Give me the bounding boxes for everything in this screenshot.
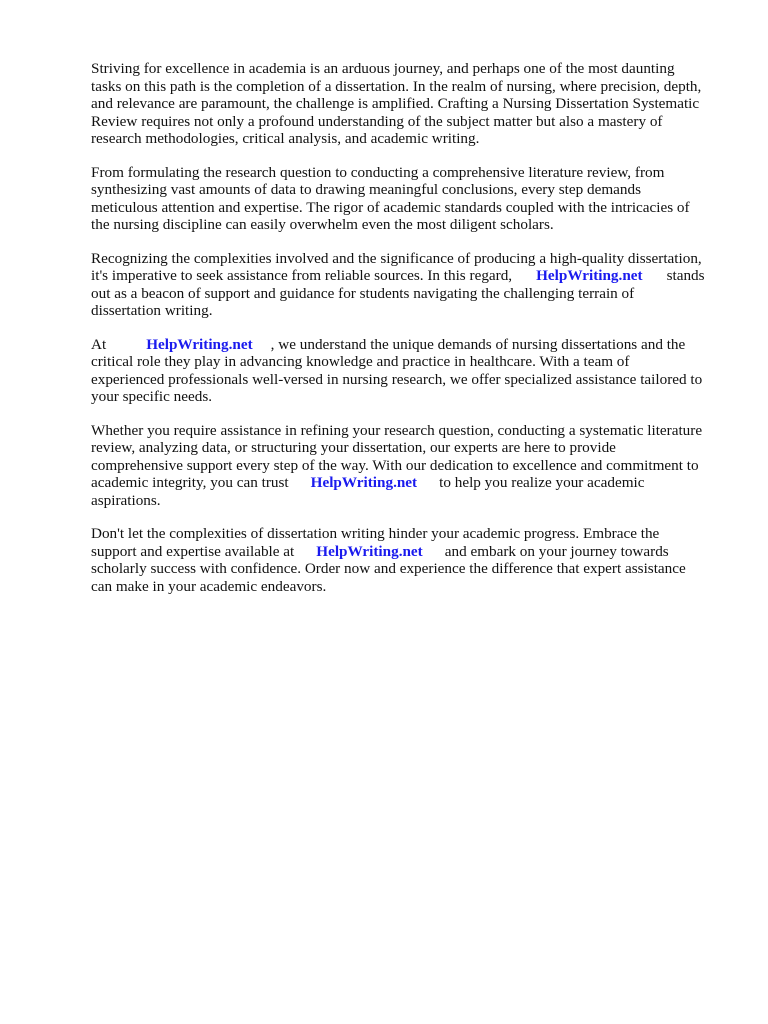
paragraph-closing-text-end: and embark on your journey towards scholarly success with confidence. Order now and experience the difference that expert assistance can make in your academic endeavors.	[91, 542, 686, 595]
paragraph-recognizing	[91, 250, 731, 320]
document-page	[91, 60, 731, 611]
paragraph-closing	[91, 525, 731, 595]
paragraph-recognizing-text-start: Recognizing the complexities involved and the significance of producing a high-quality dissertation, it's imperative to seek assistance from reliable sources. In this regard,	[91, 249, 702, 284]
paragraph-whether-text-end: to help you realize your academic aspirations.	[91, 474, 645, 509]
paragraph-challenges: From formulating the research question to conducting a comprehensive literature review, from synthesizing vast amounts of data to drawing meaningful conclusions, every step demands meticulous attention and expertise. The rigor of academic standards coupled with the intricacies of the nursing discipline can easily overwhelm even the most diligent scholars.	[91, 163, 690, 233]
paragraph-at-text-start: At	[91, 335, 107, 353]
paragraph-recognizing-text-end: stands out as a beacon of support and guidance for students navigating the challenging terrain of dissertation writing.	[91, 267, 705, 319]
paragraph-whether	[91, 422, 731, 510]
paragraph-intro: Striving for excellence in academia is an arduous journey, and perhaps one of the most daunting tasks on this path is the completion of a dissertation. In the realm of nursing, where precision, depth, and relevance are paramount, the challenge is amplified. Crafting a Nursing Dissertation Systematic Review requires not only a profound understanding of the subject matter but also a mastery of research methodologies, critical analysis, and academic writing.	[91, 60, 702, 147]
helpwriting-link-4[interactable]: HelpWriting.net	[316, 542, 423, 560]
helpwriting-link-3[interactable]: HelpWriting.net	[310, 474, 418, 491]
paragraph-whether-text-start: Whether you require assistance in refining your research question, conducting a systematic literature review, analyzing data, or structuring your dissertation, our experts are here to provide comprehensive support every step of the way. With our dedication to excellence and commitment to academic integrity, you can trust	[91, 421, 703, 491]
helpwriting-link-2[interactable]: HelpWriting.net	[146, 335, 253, 353]
paragraph-at-text-end: , we understand the unique demands of nursing dissertations and the critical role they play in advancing knowledge and practice in healthcare. With a team of experienced professionals well-versed in nursing research, we offer specialized assistance tailored to your specific needs.	[91, 335, 703, 405]
paragraph-at	[91, 336, 731, 406]
helpwriting-link-1[interactable]: HelpWriting.net	[536, 267, 643, 284]
paragraph-closing-text-start: Don't let the complexities of dissertation writing hinder your academic progress. Embrace the support and expertise available at	[91, 525, 660, 560]
